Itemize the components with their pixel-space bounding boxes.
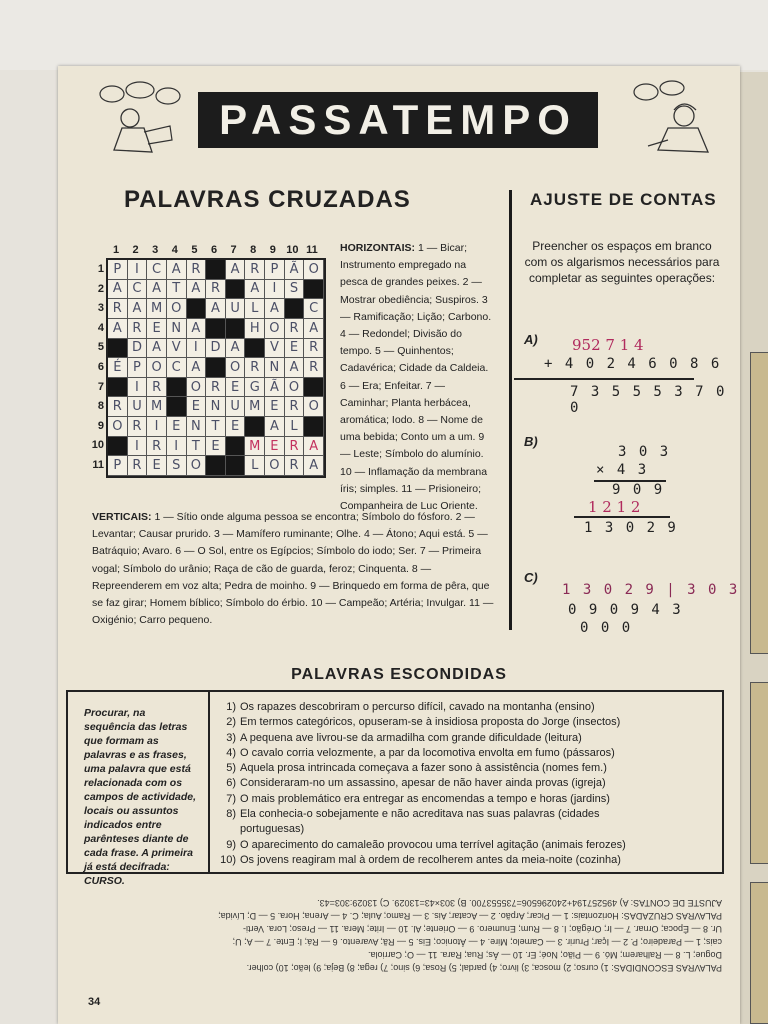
crossword-cell: E: [265, 397, 285, 417]
crossword-black-cell: [304, 280, 324, 300]
crossword-cell: E: [285, 339, 305, 359]
escondidas-item-number: 9): [226, 838, 236, 851]
escondidas-item: [216, 776, 716, 791]
crossword-cell: R: [147, 437, 167, 457]
crossword-column-number: 4: [171, 244, 178, 256]
crossword-black-cell: [245, 339, 265, 359]
crossword-cell: I: [187, 339, 207, 359]
crossword-black-cell: [226, 456, 246, 476]
crossword-cell: O: [187, 456, 207, 476]
crossword-cell: N: [187, 417, 207, 437]
crossword-cell: T: [206, 417, 226, 437]
crossword-cell: A: [128, 299, 148, 319]
crossword-cell: O: [187, 378, 207, 398]
escondidas-item-text: Em termos categóricos, opuseram-se à insidiosa proposta do Jorge (insectos): [240, 716, 621, 729]
crossword-cell: R: [285, 456, 305, 476]
crossword-cell: I: [128, 260, 148, 280]
crossword-cell: E: [147, 319, 167, 339]
crossword-cell: R: [285, 437, 305, 457]
crossword-cell: O: [265, 456, 285, 476]
escondidas-item-number: 6): [226, 777, 236, 790]
crossword-cell: I: [128, 437, 148, 457]
crossword-cell: V: [265, 339, 285, 359]
crossword-cell: R: [285, 397, 305, 417]
crossword-cell: E: [147, 456, 167, 476]
crossword-cell: A: [206, 299, 226, 319]
crossword-cell: C: [128, 280, 148, 300]
escondidas-item-number: 7): [226, 792, 236, 805]
page-number: 34: [88, 996, 101, 1008]
solutions-line: PALAVRAS CRUZADAS: Horizontais: 1 — Picar; Arpão. 2 — Acatar; Ais. 3 — Ramo; Aula; C. 4 — Arena; Hora. 5 — D; Lívida;: [218, 911, 722, 921]
crossword-column-number: 6: [210, 244, 218, 256]
horizontal-clues-label: HORIZONTAIS:: [340, 242, 416, 254]
crossword-cell: L: [245, 299, 265, 319]
crossword-cell: A: [187, 280, 207, 300]
crossword-cell: R: [187, 260, 207, 280]
crossword-cell: O: [304, 397, 324, 417]
crossword-cell: A: [285, 358, 305, 378]
escondidas-item: [216, 746, 716, 761]
crossword-cell: E: [206, 437, 226, 457]
crossword-black-cell: [206, 319, 226, 339]
crossword-cell: A: [167, 260, 187, 280]
ajuste-intro: Preencher os espaços em branco com os algarismos necessários para completar as seguintes operações:: [524, 239, 720, 285]
operation-b-line3: 9 0 9: [612, 482, 665, 498]
crossword-black-cell: [226, 319, 246, 339]
operation-c-label: C): [524, 570, 538, 585]
column-divider: [509, 190, 512, 630]
crossword-column-number: 11: [306, 244, 318, 256]
crossword-cell: R: [128, 319, 148, 339]
crossword-cell: M: [245, 437, 265, 457]
crossword-cell: U: [128, 397, 148, 417]
crossword-cell: E: [226, 417, 246, 437]
crossword-cell: H: [245, 319, 265, 339]
escondidas-item-text: Os rapazes descobriram o percurso difícil, cavado na montanha (ensino): [240, 701, 595, 713]
crossword-black-cell: [206, 358, 226, 378]
crossword-cell: M: [245, 397, 265, 417]
crossword-cell: P: [265, 260, 285, 280]
crossword-cell: A: [304, 456, 324, 476]
crossword-cell: O: [147, 358, 167, 378]
crossword-column-number: 1: [112, 244, 120, 256]
crossword-cell: N: [206, 397, 226, 417]
crossword-cell: I: [147, 417, 167, 437]
crossword-cell: M: [147, 397, 167, 417]
crossword-cell: A: [226, 339, 246, 359]
adjacent-page-edge: [740, 72, 768, 1024]
crossword-cell: A: [147, 339, 167, 359]
crossword-cell: A: [108, 280, 128, 300]
crossword-row-number: 8: [97, 400, 104, 413]
crossword-cell: R: [206, 280, 226, 300]
page-title-banner: [198, 92, 598, 148]
horizontal-clues-text: 1 — Bicar; Instrumento empregado na pesca de grandes peixes. 2 — Mostrar obediência; Suspiros. 3 — Ramificação; Lição; Carbono. 4 — Redondel; Divisão do tempo. 5 — Quinhentos; Cadavérica; Cidade da Caldeia. 6 — Era; Enfeitar. 7 — Caminhar; Planta herbácea, aromática; Iodo. 8 — Nome de uma bebida; Conto um a um. 9 — Leste; Símbolo do alumínio. 10 — Inflamação da membrana íris; simples. 11 — Prisioneiro; Companheira de Luc Oriente.: [340, 242, 492, 513]
crossword-black-cell: [206, 260, 226, 280]
crossword-cell: T: [187, 437, 207, 457]
crossword-cell: I: [167, 437, 187, 457]
escondidas-item: [216, 792, 716, 807]
crossword-column-number: 7: [230, 244, 237, 256]
escondidas-item-text: O aparecimento do camaleão provocou uma terrível agitação (animais ferozes): [240, 838, 626, 851]
crossword-row-number: 11: [92, 459, 104, 471]
crossword-cell: R: [206, 378, 226, 398]
crossword-cell: O: [167, 299, 187, 319]
escondidas-item-text: Ela conhecia-o sobejamente e não acreditava nas suas palavras (cidades: [240, 808, 600, 821]
crossword-black-cell: [245, 417, 265, 437]
crossword-cell: C: [304, 299, 324, 319]
crossword-black-cell: [304, 378, 324, 398]
horizontal-clues: [340, 240, 496, 515]
crossword-cell: R: [304, 339, 324, 359]
crossword-cell: G: [245, 378, 265, 398]
operation-c-line1: 1 3 0 2 9 | 3 0 3: [562, 582, 740, 598]
solutions-line: AJUSTE DE CONTAS: A) 495257194+240296506=735553700. B) 303×43=13029. C) 13029:303=43.: [317, 898, 722, 908]
crossword-cell: V: [167, 339, 187, 359]
operation-c-line2: 0 9 0 9 4 3: [568, 602, 683, 618]
operation-a-result: 7 3 5 5 5 3 7 0 0: [570, 384, 727, 416]
escondidas-item-text: Aquela prosa intrincada começava a fazer sono à assistência (nomes fem.): [240, 762, 607, 775]
crossword-cell: R: [245, 260, 265, 280]
operation-a-line2: + 4 0 2 4 6 0 8 6: [544, 356, 722, 372]
crossword-cell: D: [206, 339, 226, 359]
crossword-cell: R: [108, 397, 128, 417]
crossword-black-cell: [108, 339, 128, 359]
cartoon-thinker-left-icon: [92, 80, 184, 156]
operation-b-line4: 1 2 1 2: [588, 498, 641, 516]
crossword-cell: O: [226, 358, 246, 378]
crossword-column-number: 8: [250, 244, 257, 256]
crossword-cell: A: [304, 319, 324, 339]
crossword-black-cell: [206, 456, 226, 476]
crossword-grid: [106, 258, 326, 478]
crossword-cell: O: [108, 417, 128, 437]
crossword-cell: U: [226, 397, 246, 417]
escondidas-item: [216, 715, 716, 730]
crossword-cell: P: [108, 456, 128, 476]
crossword-cell: C: [147, 260, 167, 280]
crossword-row-number: 10: [91, 439, 104, 452]
crossword-row-number: 3: [97, 302, 104, 315]
crossword-cell: L: [245, 456, 265, 476]
operation-b-rule2: [574, 516, 670, 518]
crossword-black-cell: [167, 378, 187, 398]
crossword-cell: E: [167, 417, 187, 437]
crossword-cell: D: [128, 339, 148, 359]
escondidas-item: [216, 761, 716, 776]
background-top: [0, 0, 768, 70]
crossword-cell: É: [108, 358, 128, 378]
crossword-cell: A: [304, 437, 324, 457]
crossword-cell: A: [187, 358, 207, 378]
crossword-column-number: 2: [132, 244, 139, 256]
crossword-row-number: 2: [97, 282, 104, 295]
escondidas-item-text: O mais problemático era entregar as encomendas a tempo e horas (jardins): [240, 792, 610, 805]
crossword-cell: L: [285, 417, 305, 437]
page-title: PASSATEMPO: [219, 96, 577, 143]
crossword-cell: S: [285, 280, 305, 300]
crossword-row-number: 1: [97, 263, 104, 275]
operation-b-result: 1 3 0 2 9: [584, 520, 678, 536]
escondidas-instructions-panel: [68, 692, 210, 887]
crossword-cell: O: [265, 319, 285, 339]
escondidas-item-number: 1): [226, 701, 236, 713]
crossword-cell: R: [128, 456, 148, 476]
crossword-cell: R: [285, 319, 305, 339]
crossword-cell: A: [245, 280, 265, 300]
crossword-cell: E: [226, 378, 246, 398]
crossword-black-cell: [304, 417, 324, 437]
crossword-cell: Ã: [285, 260, 305, 280]
crossword-cell: U: [226, 299, 246, 319]
escondidas-box: [66, 690, 724, 887]
crossword-row-number: 7: [97, 380, 104, 393]
crossword-cell: R: [108, 299, 128, 319]
ajuste-title: AJUSTE DE CONTAS: [530, 190, 717, 209]
crossword-cell: C: [167, 358, 187, 378]
crossword-cell: I: [265, 280, 285, 300]
crossword-cell: O: [285, 378, 305, 398]
crossword-cell: Ã: [265, 378, 285, 398]
operation-b-line1: 3 0 3: [618, 444, 671, 460]
solutions-line: Ur. 8 — Época; Ornar. 7 — Ir; Orégão; I. 8 — Rum; Enumero. 9 — Oriente; Al. 10 — Irite; Mera. 11 — Preso; Lora. Verti-: [242, 924, 722, 934]
crossword-black-cell: [108, 437, 128, 457]
crossword-cell: E: [265, 437, 285, 457]
operation-a-line1: 952 7 1 4: [572, 336, 644, 354]
crossword-black-cell: [226, 437, 246, 457]
escondidas-item-number: 3): [226, 731, 236, 744]
crossword-cell: N: [265, 358, 285, 378]
crossword-column-number: 3: [152, 244, 159, 256]
escondidas-title: PALAVRAS ESCONDIDAS: [291, 666, 507, 683]
escondidas-item-number: 10): [220, 853, 236, 866]
vertical-clues-text: 1 — Sítio onde alguma pessoa se encontra; Símbolo do fósforo. 2 — Levantar; Causar prurido. 3 — Mamífero ruminante; Olhe. 4 — Átono; Aqui está. 5 — Batráquio; Avaro. 6 — O Sol, entre os Egípcios; Símbolo do iodo; Ser. 7 — Primeira vogal; Símbolo do urânio; Raça de cão de guarda, feroz; Cinquenta. 8 — Repreenderem em voz alta; Pedra de moinho. 9 — Brinquedo em forma de pêra, que se faz girar; Homem bíblico; Símbolo do érbio. 10 — Campeão; Artéria; Invulgar. 11 — Oxigénio; Carro pequeno.: [92, 511, 494, 627]
crossword-black-cell: [167, 397, 187, 417]
crossword-cell: M: [147, 299, 167, 319]
escondidas-item-number: 2): [226, 716, 236, 729]
crossword-cell: A: [108, 319, 128, 339]
crossword-cell: N: [167, 319, 187, 339]
crossword-black-cell: [226, 280, 246, 300]
crossword-cell: A: [147, 280, 167, 300]
operation-b-label: B): [524, 434, 538, 449]
crossword-cell: R: [304, 358, 324, 378]
crossword-row-number: 5: [97, 341, 104, 354]
crossword-black-cell: [187, 299, 207, 319]
escondidas-item: [216, 731, 716, 746]
crossword-cell: O: [304, 260, 324, 280]
crossword-cell: P: [108, 260, 128, 280]
crossword-cell: R: [245, 358, 265, 378]
solutions-line: PALAVRAS ESCONDIDAS: 1) curso; 2) mosca; 3) livro; 4) pardal; 5) Rosa; 6) sino; 7) rega; 8) Beja; 9) leão; 10) colher.: [246, 963, 722, 973]
vertical-clues-label: VERTICAIS:: [92, 511, 152, 523]
solutions-block: [72, 896, 722, 974]
crossword-cell: A: [187, 319, 207, 339]
escondidas-item-number: 8): [226, 808, 236, 821]
crossword-row-number: 9: [97, 419, 104, 432]
crossword-cell: A: [265, 299, 285, 319]
escondidas-item-text: O cavalo corria velozmente, a par da locomotiva envolta em fumo (pássaros): [240, 746, 615, 759]
escondidas-item: [216, 838, 716, 853]
escondidas-item-text: Consideraram-no um assassino, apesar de não haver ainda provas (igreja): [240, 777, 606, 790]
escondidas-item-text: portuguesas): [240, 823, 305, 836]
escondidas-item-number: 4): [226, 746, 236, 759]
operation-a-label: A): [524, 332, 538, 347]
escondidas-item: [216, 853, 716, 868]
crossword-row-number: 4: [97, 321, 104, 334]
crossword-title: PALAVRAS CRUZADAS: [124, 186, 411, 213]
crossword-cell: A: [226, 260, 246, 280]
escondidas-item-text: A pequena ave livrou-se da armadilha com grande dificuldade (leitura): [240, 731, 582, 744]
escondidas-instructions: Procurar, na sequência das letras que formam as palavras e as frases, uma palavra que está relacionada com os campos de actividade, locais ou assuntos indicados entre parênteses diante de cada frase. A primeira já está decifrada: CURSO.: [84, 707, 197, 887]
crossword-cell: P: [128, 358, 148, 378]
crossword-black-cell: [108, 378, 128, 398]
crossword-cell: R: [128, 417, 148, 437]
crossword-cell: E: [187, 397, 207, 417]
magazine-page: [58, 66, 740, 1024]
operation-a-rule: [514, 378, 694, 380]
crossword-column-number: 5: [191, 244, 198, 256]
crossword-column-number: 9: [269, 244, 276, 256]
escondidas-item-number: 5): [226, 762, 236, 775]
solutions-line: cais; 1 — Paradeiro; P. 2 — Içar; Prurir. 3 — Camelo; Mire. 4 — Átonico; Eis. 5 — Rã; Avarento. 6 — Rá; I; Ente. 7 — A; U;: [232, 937, 722, 947]
escondidas-list: [216, 700, 716, 868]
cartoon-thinker-right-icon: [628, 80, 720, 156]
escondidas-item: [216, 807, 716, 822]
crossword-row-number: 6: [97, 361, 104, 373]
crossword-column-number: 10: [286, 244, 299, 256]
vertical-clues: [92, 509, 496, 629]
escondidas-item: [216, 822, 716, 837]
operation-b-line2: × 4 3: [596, 462, 649, 478]
crossword-cell: A: [265, 417, 285, 437]
escondidas-item-text: Os jovens reagiram mal à ordem de recolherem antes da meia-noite (cozinha): [240, 853, 621, 866]
escondidas-item: [216, 700, 716, 715]
solutions-line: Dogue; L. 8 — Ralharem; Mó. 9 — Pião; Noé; Er. 10 — Ás; Rua; Rara. 11 — O; Carriola.: [368, 950, 722, 960]
crossword-cell: S: [167, 456, 187, 476]
crossword-black-cell: [285, 299, 305, 319]
operation-c-line3: 0 0 0: [580, 620, 633, 636]
crossword-cell: R: [147, 378, 167, 398]
crossword-cell: T: [167, 280, 187, 300]
crossword-cell: I: [128, 378, 148, 398]
